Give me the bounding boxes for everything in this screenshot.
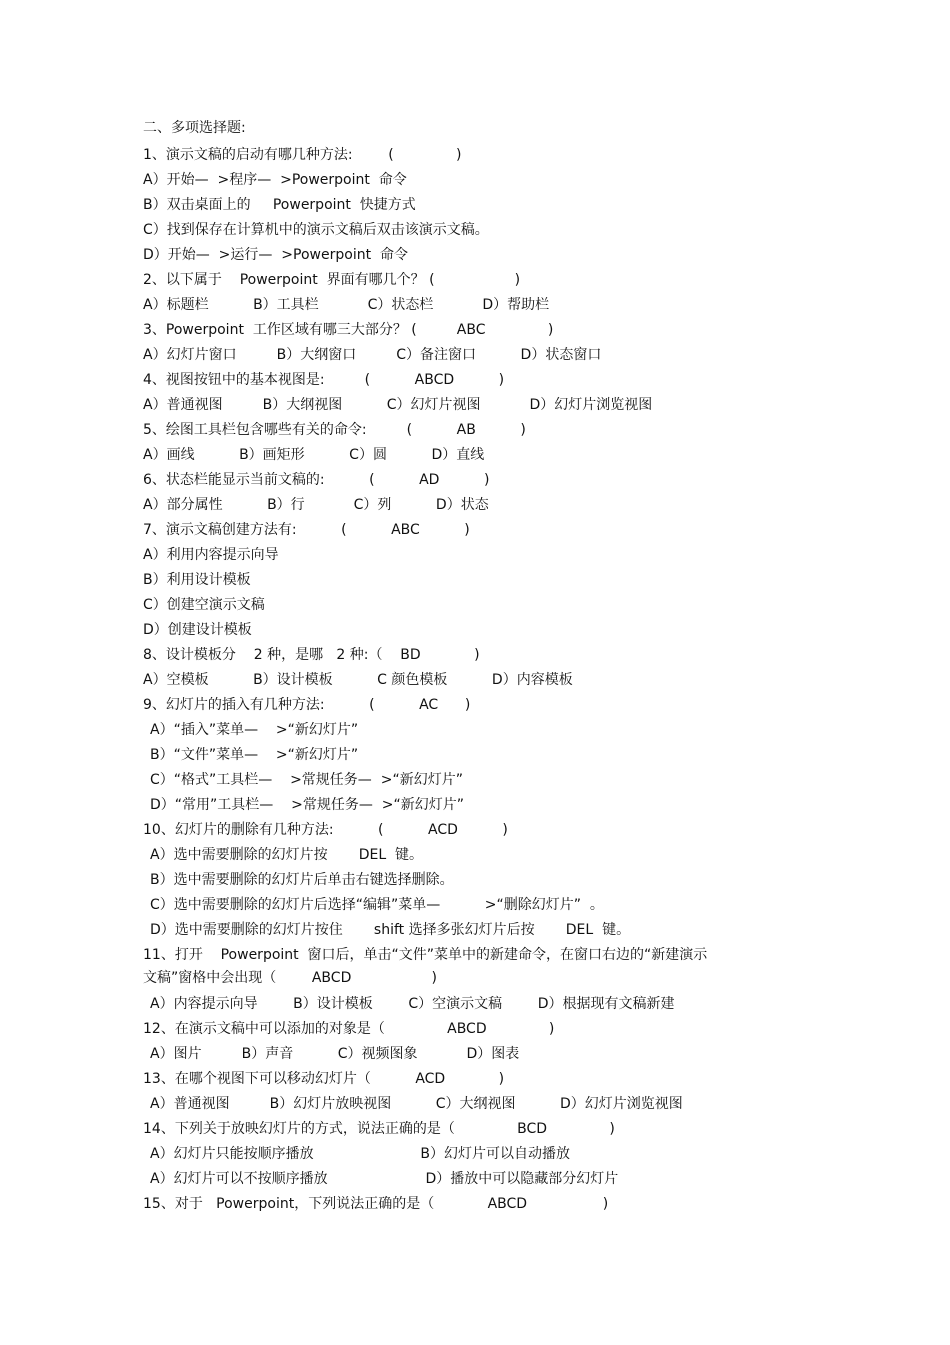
- question-4: 4、视图按钮中的基本视图是: ( ABCD ): [143, 372, 505, 388]
- option-line: B）双击桌面上的 Powerpoint 快捷方式: [143, 197, 416, 213]
- option-line: B）选中需要删除的幻灯片后单击右键选择删除。: [150, 872, 454, 888]
- question-3: 3、Powerpoint 工作区域有哪三大部分？ ( ABC ): [143, 322, 554, 338]
- question-8: 8、设计模板分 2 种，是哪 2 种:（ BD ): [143, 647, 480, 663]
- question-6: 6、状态栏能显示当前文稿的: ( AD ): [143, 472, 490, 488]
- question-7: 7、演示文稿创建方法有: ( ABC ): [143, 522, 470, 538]
- question-13: 13、在哪个视图下可以移动幻灯片（ ACD ): [143, 1071, 505, 1087]
- question-1: 1、演示文稿的启动有哪几种方法: ( ): [143, 147, 462, 163]
- option-line: B）“文件”菜单— >“新幻灯片”: [150, 747, 359, 763]
- option-line: A）选中需要删除的幻灯片按 DEL 键。: [150, 847, 424, 863]
- question-5: 5、绘图工具栏包含哪些有关的命令: ( AB ): [143, 422, 526, 438]
- question-11: 11、打开 Powerpoint 窗口后，单击“文件”菜单中的新建命令，在窗口右边的“新建演示: [143, 947, 708, 963]
- section-heading: 二、多项选择题:: [143, 120, 246, 136]
- option-line: D）选中需要删除的幻灯片按住 shift 选择多张幻灯片后按 DEL 键。: [150, 922, 631, 938]
- question-12: 12、在演示文稿中可以添加的对象是（ ABCD ): [143, 1021, 555, 1037]
- option-line: A）开始— >程序— >Powerpoint 命令: [143, 172, 407, 188]
- option-line: D）开始— >运行— >Powerpoint 命令: [143, 247, 408, 263]
- option-line: C）“格式”工具栏— >常规任务— >“新幻灯片”: [150, 772, 463, 788]
- question-11-cont: 文稿”窗格中会出现（ ABCD ): [143, 970, 437, 986]
- option-line: C）找到保存在计算机中的演示文稿后双击该演示文稿。: [143, 222, 489, 238]
- option-line: A）部分属性 B）行 C）列 D）状态: [143, 497, 489, 513]
- option-line: A）幻灯片窗口 B）大纲窗口 C）备注窗口 D）状态窗口: [143, 347, 602, 363]
- option-line: A）画线 B）画矩形 C）圆 D）直线: [143, 447, 485, 463]
- option-line: A）“插入”菜单— >“新幻灯片”: [150, 722, 359, 738]
- option-line: A）标题栏 B）工具栏 C）状态栏 D）帮助栏: [143, 297, 550, 313]
- option-line: A）图片 B）声音 C）视频图象 D）图表: [150, 1046, 520, 1062]
- question-15: 15、对于 Powerpoint，下列说法正确的是（ ABCD ): [143, 1196, 609, 1212]
- option-line: B）利用设计模板: [143, 572, 251, 588]
- option-line: A）空模板 B）设计模板 C 颜色模板 D）内容模板: [143, 672, 573, 688]
- question-2: 2、以下属于 Powerpoint 界面有哪几个？ ( ): [143, 272, 521, 288]
- question-10: 10、幻灯片的删除有几种方法: ( ACD ): [143, 822, 508, 838]
- question-14: 14、下列关于放映幻灯片的方式，说法正确的是（ BCD ): [143, 1121, 615, 1137]
- option-line: A）内容提示向导 B）设计模板 C）空演示文稿 D）根据现有文稿新建: [150, 996, 675, 1012]
- option-line: A）幻灯片只能按顺序播放 B）幻灯片可以自动播放: [150, 1146, 570, 1162]
- option-line: A）普通视图 B）幻灯片放映视图 C）大纲视图 D）幻灯片浏览视图: [150, 1096, 683, 1112]
- option-line: A）普通视图 B）大纲视图 C）幻灯片视图 D）幻灯片浏览视图: [143, 397, 653, 413]
- option-line: A）幻灯片可以不按顺序播放 D）播放中可以隐藏部分幻灯片: [150, 1171, 619, 1187]
- question-9: 9、幻灯片的插入有几种方法: ( AC ): [143, 697, 471, 713]
- option-line: A）利用内容提示向导: [143, 547, 279, 563]
- option-line: D）“常用”工具栏— >常规任务— >“新幻灯片”: [150, 797, 464, 813]
- option-line: C）创建空演示文稿: [143, 597, 265, 613]
- option-line: D）创建设计模板: [143, 622, 252, 638]
- option-line: C）选中需要删除的幻灯片后选择“编辑”菜单— >“删除幻灯片” 。: [150, 897, 604, 913]
